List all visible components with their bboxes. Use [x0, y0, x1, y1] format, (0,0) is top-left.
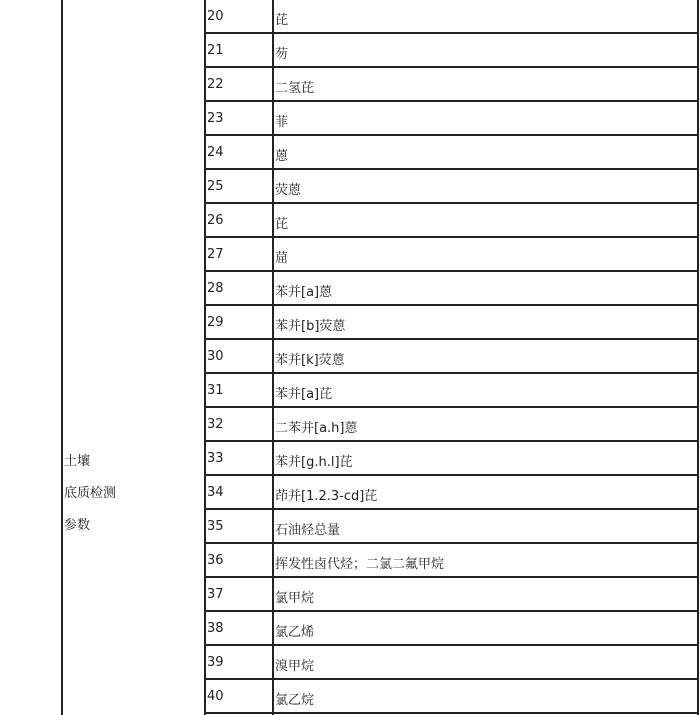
row-number: 37	[207, 587, 224, 602]
row-number: 27	[207, 247, 224, 262]
table-row	[204, 646, 699, 680]
row-number: 21	[207, 43, 224, 58]
row-divider	[204, 712, 699, 714]
row-parameter-name: 苯并[a]蒽	[275, 285, 333, 300]
table-row	[204, 340, 699, 374]
table-row	[204, 102, 699, 136]
table-row	[204, 510, 699, 544]
row-number: 33	[207, 451, 224, 466]
row-number: 36	[207, 553, 224, 568]
row-parameter-name: 苯并[g.h.l]芘	[275, 455, 353, 470]
row-number: 24	[207, 145, 224, 160]
table-row	[204, 272, 699, 306]
row-parameter-name: 苯并[a]芘	[275, 387, 333, 402]
row-number: 38	[207, 621, 224, 636]
category-line: 参数	[64, 518, 91, 533]
row-parameter-name: 氯甲烷	[275, 591, 315, 606]
table-row	[204, 442, 699, 476]
row-number: 25	[207, 179, 224, 194]
row-parameter-name: 溴甲烷	[275, 659, 315, 674]
category-line: 土壤	[64, 454, 91, 469]
row-parameter-name: 石油烃总量	[275, 523, 341, 538]
row-parameter-name: 芘	[275, 13, 289, 28]
category-cell	[64, 452, 116, 548]
row-number: 29	[207, 315, 224, 330]
row-number: 34	[207, 485, 224, 500]
row-parameter-name: 荧蒽	[275, 183, 302, 198]
row-parameter-name: 䓛	[275, 251, 289, 266]
table-border-left	[61, 0, 63, 715]
parameter-table	[204, 0, 699, 714]
row-number: 26	[207, 213, 224, 228]
row-number: 20	[207, 9, 224, 24]
row-parameter-name: 氯乙烯	[275, 625, 315, 640]
row-parameter-name: 氯乙烷	[275, 693, 315, 708]
row-number: 32	[207, 417, 224, 432]
row-number: 23	[207, 111, 224, 126]
row-number: 22	[207, 77, 224, 92]
row-parameter-name: 苯并[k]荧蒽	[275, 353, 345, 368]
table-row	[204, 306, 699, 340]
table-row	[204, 34, 699, 68]
row-number: 39	[207, 655, 224, 670]
row-parameter-name: 苯并[b]荧蒽	[275, 319, 346, 334]
row-number: 31	[207, 383, 224, 398]
category-line: 底质检测	[64, 486, 117, 501]
row-number: 30	[207, 349, 224, 364]
table-row	[204, 408, 699, 442]
row-parameter-name: 茚并[1.2.3-cd]芘	[275, 489, 378, 504]
table-row	[204, 578, 699, 612]
row-number: 40	[207, 689, 224, 704]
row-parameter-name: 蒽	[275, 149, 289, 164]
table-row	[204, 0, 699, 34]
row-parameter-name: 芘	[275, 217, 289, 232]
row-parameter-name: 菲	[275, 115, 289, 130]
row-number: 28	[207, 281, 224, 296]
table-row	[204, 544, 699, 578]
table-row	[204, 170, 699, 204]
row-parameter-name: 二苯并[a.h]蒽	[275, 421, 358, 436]
table-row	[204, 374, 699, 408]
row-parameter-name: 挥发性卤代烃；二氯二氟甲烷	[275, 557, 445, 572]
table-row	[204, 68, 699, 102]
table-row	[204, 238, 699, 272]
row-parameter-name: 芴	[275, 47, 289, 62]
row-parameter-name: 二氢芘	[275, 81, 315, 96]
table-row	[204, 136, 699, 170]
table-row	[204, 612, 699, 646]
table-row	[204, 680, 699, 714]
row-number: 35	[207, 519, 224, 534]
table-row	[204, 204, 699, 238]
table-row	[204, 476, 699, 510]
